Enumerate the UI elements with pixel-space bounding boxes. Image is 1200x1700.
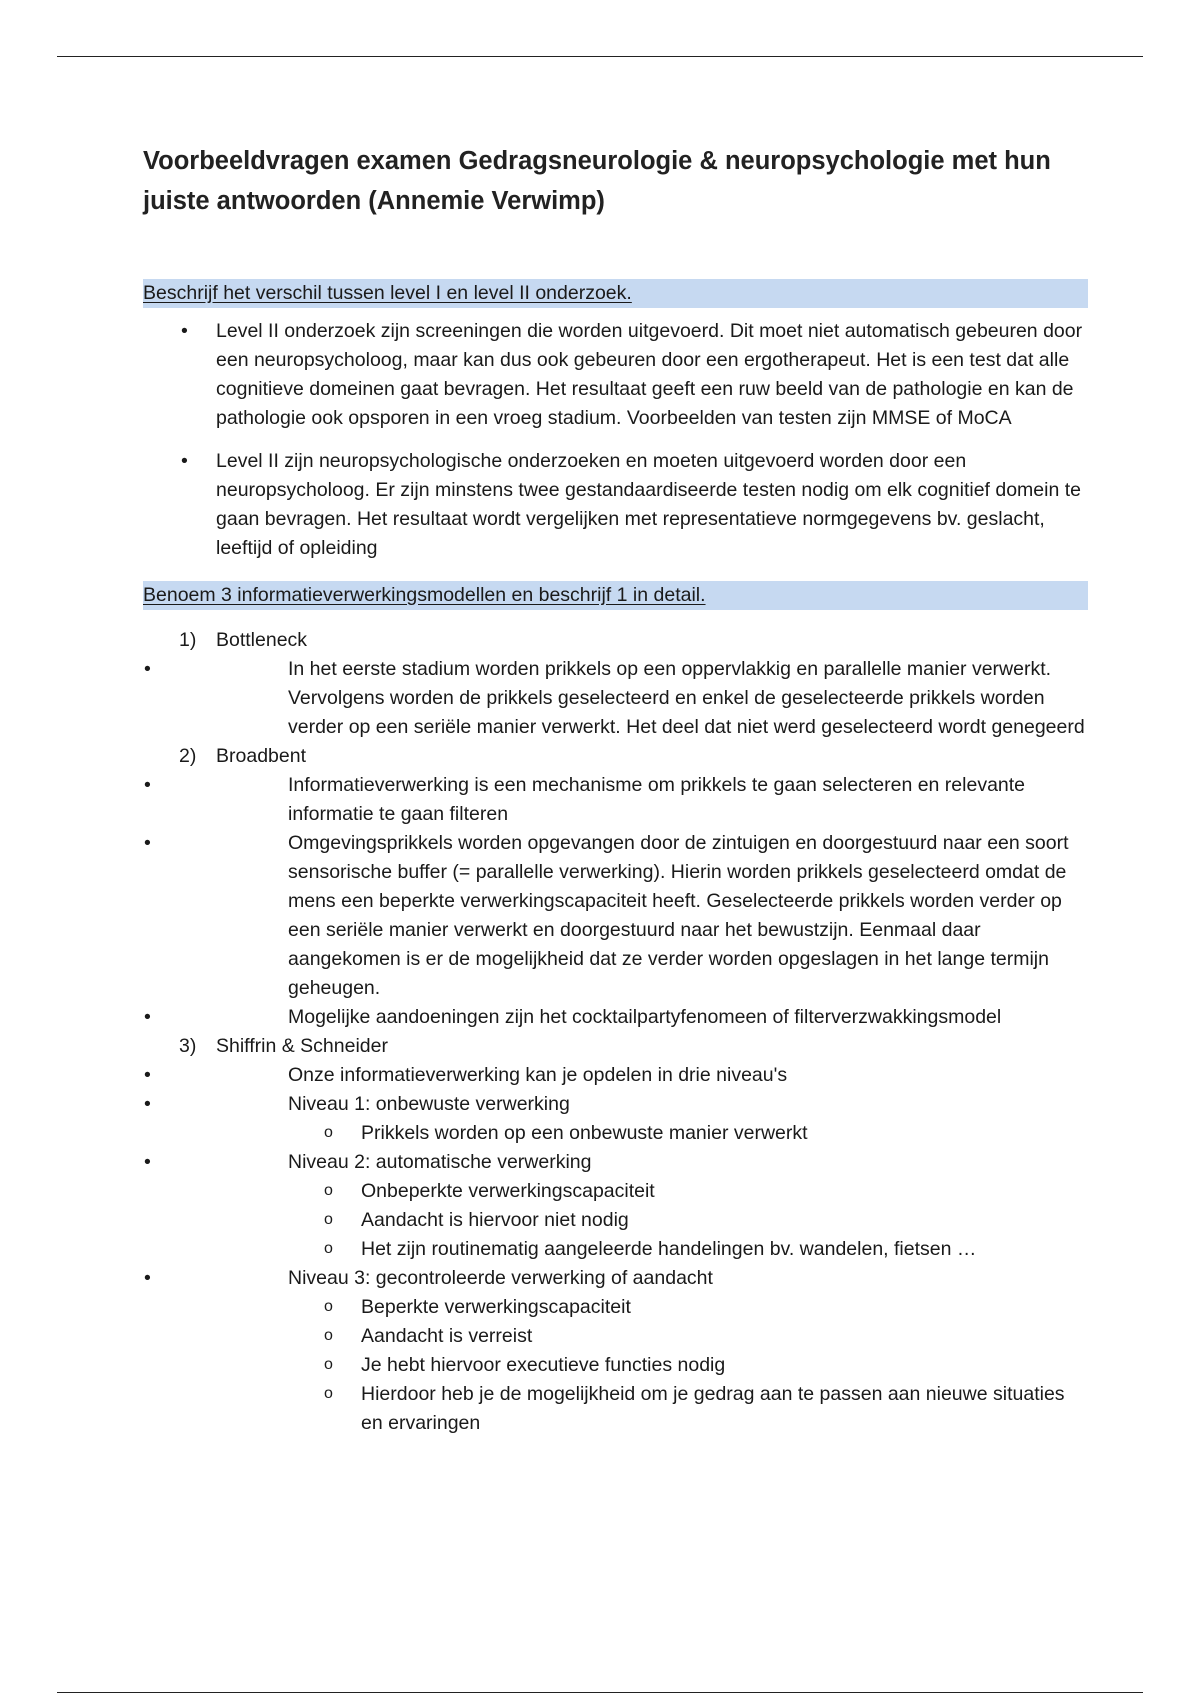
- level-item: [216, 1090, 1088, 1148]
- model-point: • Onze informatieverwerking kan je opdelen in drie niveau's: [216, 1061, 1088, 1090]
- level-detail: o Aandacht is hiervoor niet nodig: [288, 1206, 1088, 1235]
- level-label: • Niveau 2: automatische verwerking: [288, 1151, 592, 1173]
- level-details: [288, 1119, 1088, 1148]
- level-label: • Niveau 1: onbewuste verwerking: [288, 1093, 570, 1115]
- level-detail: o Hierdoor heb je de mogelijkheid om je gedrag aan te passen aan nieuwe situaties en ervaringen: [288, 1380, 1088, 1438]
- model-item-bottleneck: [143, 626, 1088, 742]
- level-label: • Niveau 3: gecontroleerde verwerking of aandacht: [288, 1267, 713, 1289]
- model-point: • Omgevingsprikkels worden opgevangen door de zintuigen en doorgestuurd naar een soort sensorische buffer (= parallelle verwerking). Hierin worden prikkels geselecteerd omdat de mens een beperkte verwerkingscapaciteit heeft. Geselecteerde prikkels worden verder op een seriële manier verwerkt en doorgestuurd naar het bewustzijn. Eenmaal daar aangekomen is er de mogelijkheid dat ze verder worden opgeslagen in het lange termijn geheugen.: [216, 829, 1088, 1003]
- model-number: 1): [179, 629, 197, 651]
- level-details: [288, 1293, 1088, 1438]
- model-point: • Informatieverwerking is een mechanisme om prikkels te gaan selecteren en relevante informatie te gaan filteren: [216, 771, 1088, 829]
- level-details: [288, 1177, 1088, 1264]
- model-name: Bottleneck: [216, 629, 308, 651]
- model-point: • In het eerste stadium worden prikkels op een oppervlakkig en parallelle manier verwerkt. Vervolgens worden de prikkels geselecteerd en enkel de geselecteerde prikkels worden verder op een seriële manier verwerkt. Het deel dat niet werd geselecteerd wordt genegeerd: [216, 655, 1088, 742]
- model-point: • Mogelijke aandoeningen zijn het cocktailpartyfenomeen of filterverzwakkingsmodel: [216, 1003, 1088, 1032]
- level-detail: o Aandacht is verreist: [288, 1322, 1088, 1351]
- model-points: [216, 655, 1088, 742]
- model-name: Broadbent: [216, 745, 306, 767]
- bottom-rule: [57, 1692, 1143, 1693]
- model-list: [143, 626, 1088, 1438]
- level-item: [216, 1148, 1088, 1264]
- answer-list-1: [143, 317, 1088, 563]
- answer-bullet: • Level II zijn neuropsychologische onderzoeken en moeten uitgevoerd worden door een neuropsycholoog. Er zijn minstens twee gestandaardiseerde testen nodig om elk cognitief domein te gaan bevragen. Het resultaat wordt vergelijken met representatieve normgegevens bv. geslacht, leeftijd of opleiding: [143, 447, 1088, 563]
- model-number: 3): [179, 1035, 197, 1057]
- model-points: [216, 1061, 1088, 1438]
- level-item: [216, 1264, 1088, 1438]
- answer-bullet: • Level II onderzoek zijn screeningen die worden uitgevoerd. Dit moet niet automatisch gebeuren door een neuropsycholoog, maar kan dus ook gebeuren door een ergotherapeut. Het is een test dat alle cognitieve domeinen gaat bevragen. Het resultaat geeft een ruw beeld van de pathologie en kan de pathologie ook opsporen in een vroeg stadium. Voorbeelden van testen zijn MMSE of MoCA: [143, 317, 1088, 433]
- level-detail: o Beperkte verwerkingscapaciteit: [288, 1293, 1088, 1322]
- model-item-shiffrin-schneider: [143, 1032, 1088, 1438]
- model-number: 2): [179, 745, 197, 767]
- level-detail: o Je hebt hiervoor executieve functies nodig: [288, 1351, 1088, 1380]
- question-heading-2: Benoem 3 informatieverwerkingsmodellen en beschrijf 1 in detail.: [143, 581, 1088, 610]
- level-detail: o Het zijn routinematig aangeleerde handelingen bv. wandelen, fietsen …: [288, 1235, 1088, 1264]
- question-heading-1: Beschrijf het verschil tussen level I en level II onderzoek.: [143, 279, 1088, 308]
- level-detail: o Prikkels worden op een onbewuste manier verwerkt: [288, 1119, 1088, 1148]
- model-points: [216, 771, 1088, 1032]
- document-body: [143, 279, 1088, 1438]
- top-rule: [57, 56, 1143, 57]
- model-item-broadbent: [143, 742, 1088, 1032]
- model-name: Shiffrin & Schneider: [216, 1035, 388, 1057]
- document-title: Voorbeeldvragen examen Gedragsneurologie & neuropsychologie met hun juiste antwoorden (Annemie Verwimp): [143, 147, 1051, 215]
- level-detail: o Onbeperkte verwerkingscapaciteit: [288, 1177, 1088, 1206]
